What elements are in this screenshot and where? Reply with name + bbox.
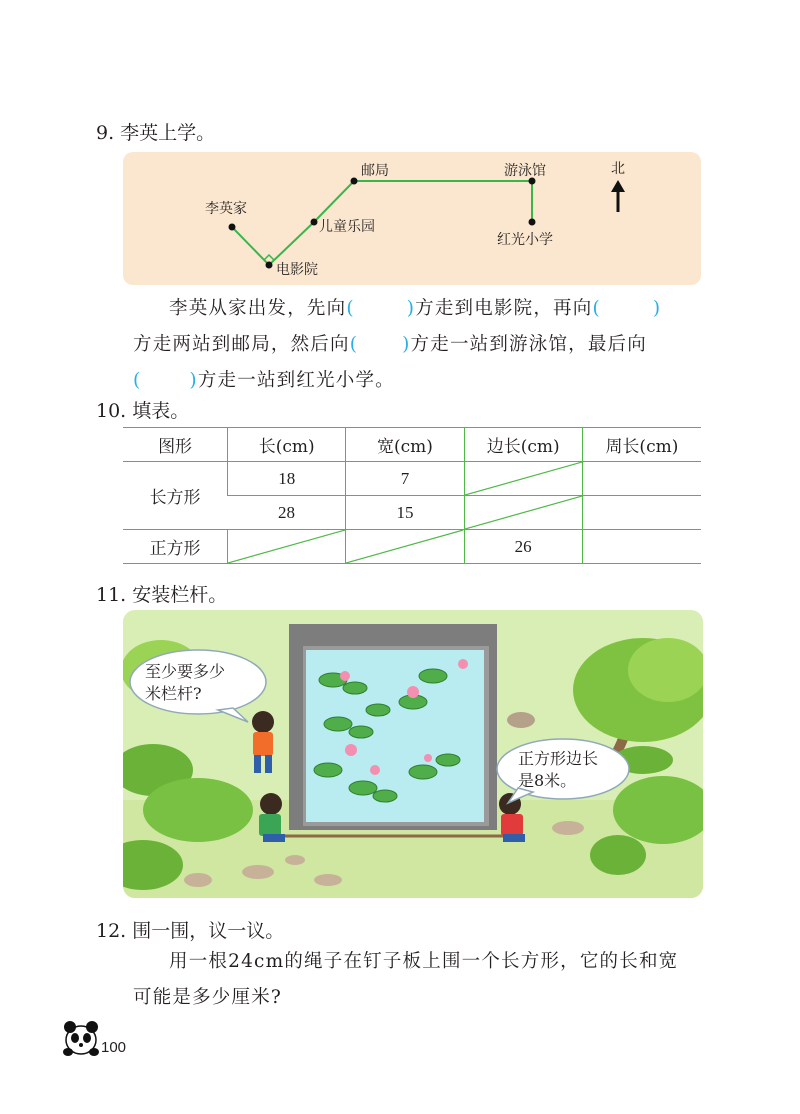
table-header-row bbox=[123, 428, 701, 462]
table-row bbox=[123, 530, 701, 564]
q9-sentence: 李英从家出发，先向( )方走到电影院，再向( ) 方走两站到邮局，然后向( )方走一站到游泳馆，最后向 ( )方走一站到红光小学。 bbox=[133, 298, 662, 391]
rect1-side-crossed bbox=[464, 462, 582, 496]
post-office-dot bbox=[351, 178, 358, 185]
square-length-crossed bbox=[228, 530, 346, 564]
table-row bbox=[123, 462, 701, 496]
page-number: 100 bbox=[101, 1039, 127, 1056]
bubble-left-text: 至少要多少 米栏杆? bbox=[145, 662, 226, 703]
place-playground: 儿童乐园 bbox=[319, 219, 375, 235]
panda-icon bbox=[62, 1018, 100, 1058]
answer-blank-4[interactable]: ( ) bbox=[133, 370, 198, 391]
header-side: 边长(cm) bbox=[464, 428, 582, 462]
rect2-side-crossed bbox=[464, 496, 582, 530]
header-length: 长(cm) bbox=[228, 428, 346, 462]
place-post-office: 邮局 bbox=[361, 163, 389, 179]
cinema-dot bbox=[266, 262, 273, 269]
q11-title: 11. 安装栏杆。 bbox=[96, 584, 228, 606]
playground-dot bbox=[311, 219, 318, 226]
north-arrow-icon bbox=[611, 180, 625, 212]
answer-blank-1[interactable]: ( ) bbox=[346, 298, 416, 319]
place-home: 李英家 bbox=[205, 201, 247, 217]
route-map bbox=[123, 152, 701, 285]
q12-title: 12. 围一围，议一议。 bbox=[96, 920, 285, 942]
rect-label: 长方形 bbox=[123, 462, 228, 530]
answer-blank-3[interactable]: ( ) bbox=[349, 334, 411, 355]
school-dot bbox=[529, 219, 536, 226]
q10-title: 10. 填表。 bbox=[96, 400, 190, 422]
rect1-width: 7 bbox=[346, 462, 464, 496]
square-width-crossed bbox=[346, 530, 464, 564]
rect2-length: 28 bbox=[228, 496, 346, 530]
fill-table bbox=[123, 427, 701, 564]
square-side: 26 bbox=[464, 530, 582, 564]
rect2-perimeter-cell[interactable] bbox=[582, 496, 701, 530]
header-width: 宽(cm) bbox=[346, 428, 464, 462]
q9-title: 9. 李英上学。 bbox=[96, 122, 216, 144]
place-cinema: 电影院 bbox=[276, 262, 318, 278]
north-label: 北 bbox=[611, 161, 625, 177]
header-perimeter: 周长(cm) bbox=[582, 428, 701, 462]
rect2-width: 15 bbox=[346, 496, 464, 530]
home-dot bbox=[229, 224, 236, 231]
place-school: 红光小学 bbox=[497, 232, 553, 248]
pond-illustration bbox=[123, 610, 703, 898]
place-pool: 游泳馆 bbox=[504, 163, 546, 179]
bubble-right-text: 正方形边长 是8米。 bbox=[518, 749, 599, 790]
square-perimeter-cell[interactable] bbox=[582, 530, 701, 564]
rect1-length: 18 bbox=[228, 462, 346, 496]
header-shape: 图形 bbox=[123, 428, 228, 462]
pond-scene bbox=[123, 610, 703, 898]
rect1-perimeter-cell[interactable] bbox=[582, 462, 701, 496]
square-label: 正方形 bbox=[123, 530, 228, 564]
answer-blank-2[interactable]: ( ) bbox=[592, 298, 662, 319]
q12-body: 用一根24cm的绳子在钉子板上围一个长方形，它的长和宽 可能是多少厘米? bbox=[133, 951, 679, 1008]
